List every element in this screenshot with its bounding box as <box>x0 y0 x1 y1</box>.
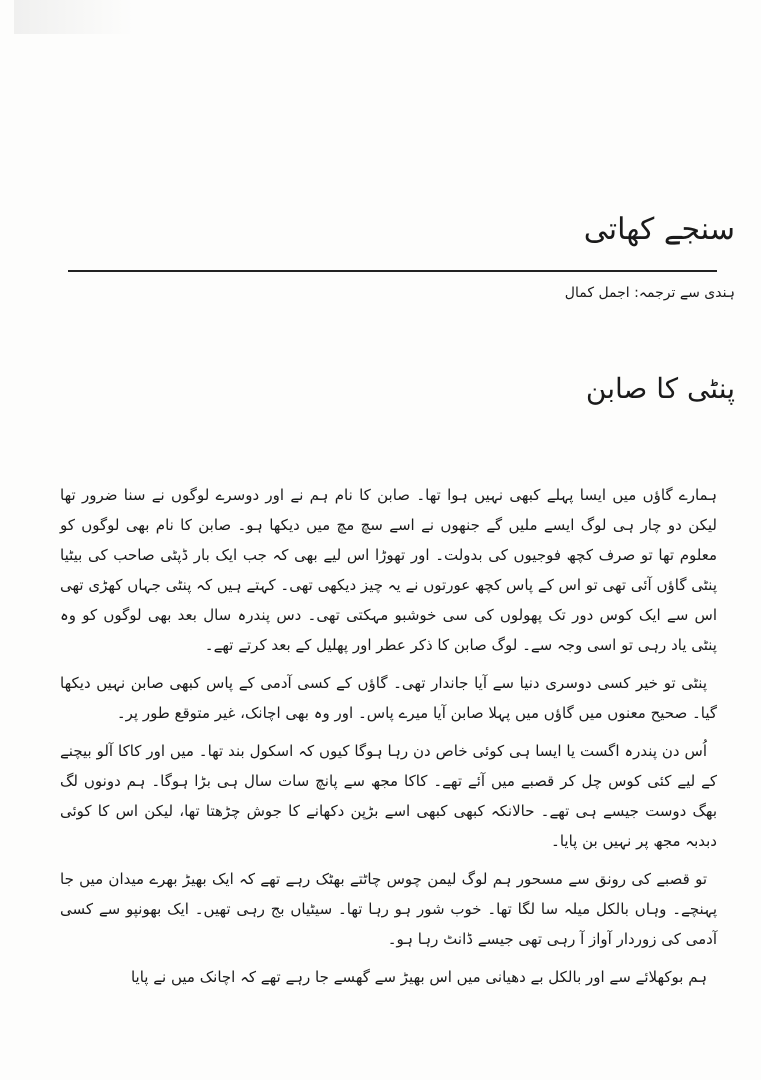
header-rule <box>68 270 717 272</box>
paragraph: ہم بوکھلائے سے اور بالکل بے دھیانی میں اس بھیڑ سے گھسے جا رہے تھے کہ اچانک میں نے پایا <box>130 968 707 986</box>
scan-smudge <box>14 0 134 34</box>
paragraph: پنٹی تو خیر کسی دوسری دنیا سے آیا جاندار تھی۔ گاؤں کے کسی آدمی کے پاس کبھی صابن نہیں دیکھا گیا۔ صحیح معنوں میں گاؤں میں پہلا صابن آیا میرے پاس۔ اور وہ بھی اچانک، غیر متوقع طور پر۔ <box>60 674 717 722</box>
paragraph: اُس دن پندرہ اگست یا ایسا ہی کوئی خاص دن رہا ہوگا کیوں کہ اسکول بند تھا۔ میں اور کاکا آلو بیچنے کے لیے کئی کوس چل کر قصبے میں آئے تھے۔ کاکا مجھ سے پانچ سات سال ہی بڑا ہوگا۔ ہم دونوں لگ بھگ دوست جیسے ہی تھے۔ حالانکہ کبھی کبھی اسے بڑپن دکھانے کا جوش چڑھتا تھا، لیکن اس کا کوئی دبدبہ مجھ پر نہیں بن پایا۔ <box>60 742 717 850</box>
paragraph: تو قصبے کی رونق سے مسحور ہم لوگ لیمن چوس چاٹتے بھٹک رہے تھے کہ ایک بھیڑ بھرے میدان میں جا پہنچے۔ وہاں بالکل میلہ سا لگا تھا۔ خوب شور ہو رہا تھا۔ سیٹیاں بج رہی تھیں۔ ایک بھونپو سے کسی آدمی کی زوردار آواز آ رہی تھی جیسے ڈانٹ رہا ہو۔ <box>60 870 717 948</box>
author-name: سنجے کھاتی <box>583 212 735 247</box>
story-title: پنٹی کا صابن <box>585 372 735 405</box>
paragraph: ہمارے گاؤں میں ایسا پہلے کبھی نہیں ہوا تھا۔ صابن کا نام ہم نے اور دوسرے لوگوں نے سنا ضرور تھا لیکن دو چار ہی لوگ ایسے ملیں گے جنھوں نے اسے سچ مچ میں دیکھا ہو۔ صابن کا نام بھی لوگوں کو معلوم تھا تو صرف کچھ فوجیوں کی بدولت۔ اور تھوڑا اس لیے بھی کہ جب ایک بار ڈپٹی صاحب کی بیٹیا پنٹی گاؤں آئی تھی تو اس کے پاس کچھ عورتوں نے یہ چیز دیکھی تھی۔ کہتے ہیں کہ پنٹی جہاں کھڑی تھی اس سے ایک کوس دور تک پھولوں کی سی خوشبو مہکتی تھی۔ دس پندرہ سال بعد بھی لوگوں کو وہ پنٹی یاد رہی تو اسی وجہ سے۔ لوگ صابن کا ذکر عطر اور پھلیل کے بعد کرتے تھے۔ <box>60 486 717 654</box>
story-body <box>60 480 717 1000</box>
translation-credit: ہندی سے ترجمہ: اجمل کمال <box>564 285 735 301</box>
